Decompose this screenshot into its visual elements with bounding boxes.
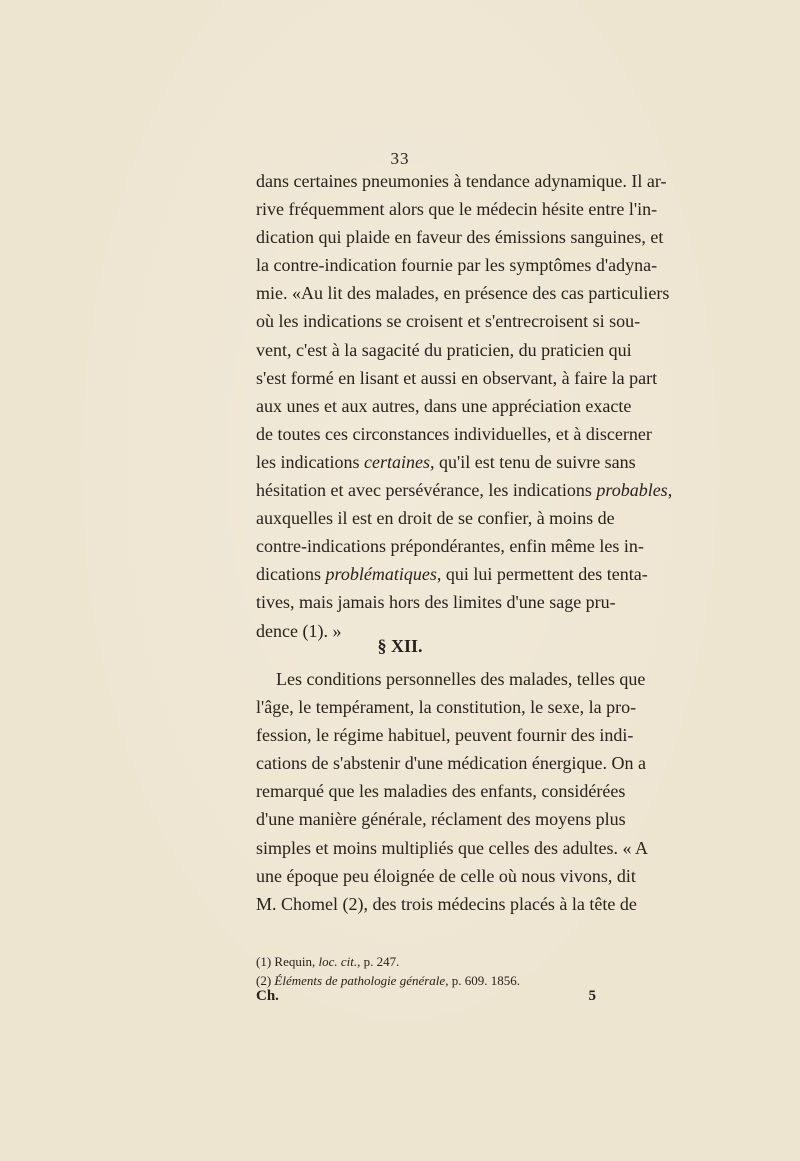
text-line (256, 476, 673, 504)
text-line: d'une manière générale, réclament des moyens plus (256, 809, 626, 830)
text-line: M. Chomel (2), des trois médecins placés à la tête de (256, 893, 637, 914)
text-line: la contre-indication fournie par les symptômes d'adyna- (256, 255, 658, 276)
text-line: dence (1). » (256, 620, 342, 641)
text-run: (1) Requin, (256, 954, 319, 969)
text-line: contre-indications prépondérantes, enfin même les in- (256, 536, 644, 557)
text-line: tives, mais jamais hors des limites d'une sage pru- (256, 592, 616, 613)
italic-term: loc. cit. (318, 954, 358, 969)
text-line: vent, c'est à la sagacité du praticien, du praticien qui (256, 339, 632, 360)
text-line: rive fréquemment alors que le médecin hésite entre l'in- (256, 199, 658, 220)
paragraph-1 (256, 167, 673, 645)
text-run: , (667, 480, 673, 501)
text-run: , p. 609. 1856. (445, 973, 520, 988)
text-line: remarqué que les maladies des enfants, considérées (256, 781, 626, 802)
text-line: une époque peu éloignée de celle où nous vivons, dit (256, 865, 636, 886)
text-line: aux unes et aux autres, dans une appréciation exacte (256, 395, 632, 416)
text-run: , qu'il est tenu de suivre sans (429, 451, 636, 472)
text-line: fession, le régime habituel, peuvent fournir des indi- (256, 725, 634, 746)
text-run: (2) (256, 973, 275, 988)
italic-term: problématiques (325, 564, 437, 585)
text-line: mie. «Au lit des malades, en présence des cas particuliers (256, 283, 670, 304)
text-line: de toutes ces circonstances individuelles, et à discerner (256, 423, 652, 444)
footnote-1 (256, 952, 596, 971)
signature-line (256, 988, 596, 1008)
italic-term: certaines (363, 451, 430, 472)
text-run: dications (256, 564, 326, 585)
paragraph-2 (256, 665, 648, 918)
text-line (256, 448, 636, 476)
text-line: dication qui plaide en faveur des émissions sanguines, et (256, 227, 664, 248)
text-line: simples et moins multipliés que celles des adultes. « A (256, 837, 648, 858)
page-number: 33 (390, 149, 410, 168)
text-run: hésitation et avec persévérance, les indications (256, 480, 597, 501)
text-line: cations de s'abstenir d'une médication énergique. On a (256, 753, 647, 774)
signature-mark: Ch. (256, 988, 279, 1004)
text-line: dans certaines pneumonies à tendance adynamique. Il ar- (256, 171, 667, 191)
italic-term: Éléments de pathologie générale (274, 973, 446, 988)
text-run: les indications (256, 451, 364, 472)
text-line: où les indications se croisent et s'entrecroisent si sou- (256, 311, 641, 332)
italic-term: probables (596, 480, 668, 501)
signature-number: 5 (588, 988, 596, 1004)
text-line: l'âge, le tempérament, la constitution, le sexe, la pro- (256, 697, 637, 718)
text-line: s'est formé en lisant et aussi en observant, à faire la part (256, 367, 658, 388)
text-line: auxquelles il est en droit de se confier, à moins de (256, 508, 615, 529)
footnotes (256, 952, 596, 990)
text-line: Les conditions personnelles des malades, telles que (276, 669, 646, 689)
text-run: , p. 247. (357, 954, 400, 969)
section-heading: § XII. (377, 636, 423, 656)
text-line (256, 560, 648, 588)
text-run: , qui lui permettent des tenta- (436, 564, 648, 585)
